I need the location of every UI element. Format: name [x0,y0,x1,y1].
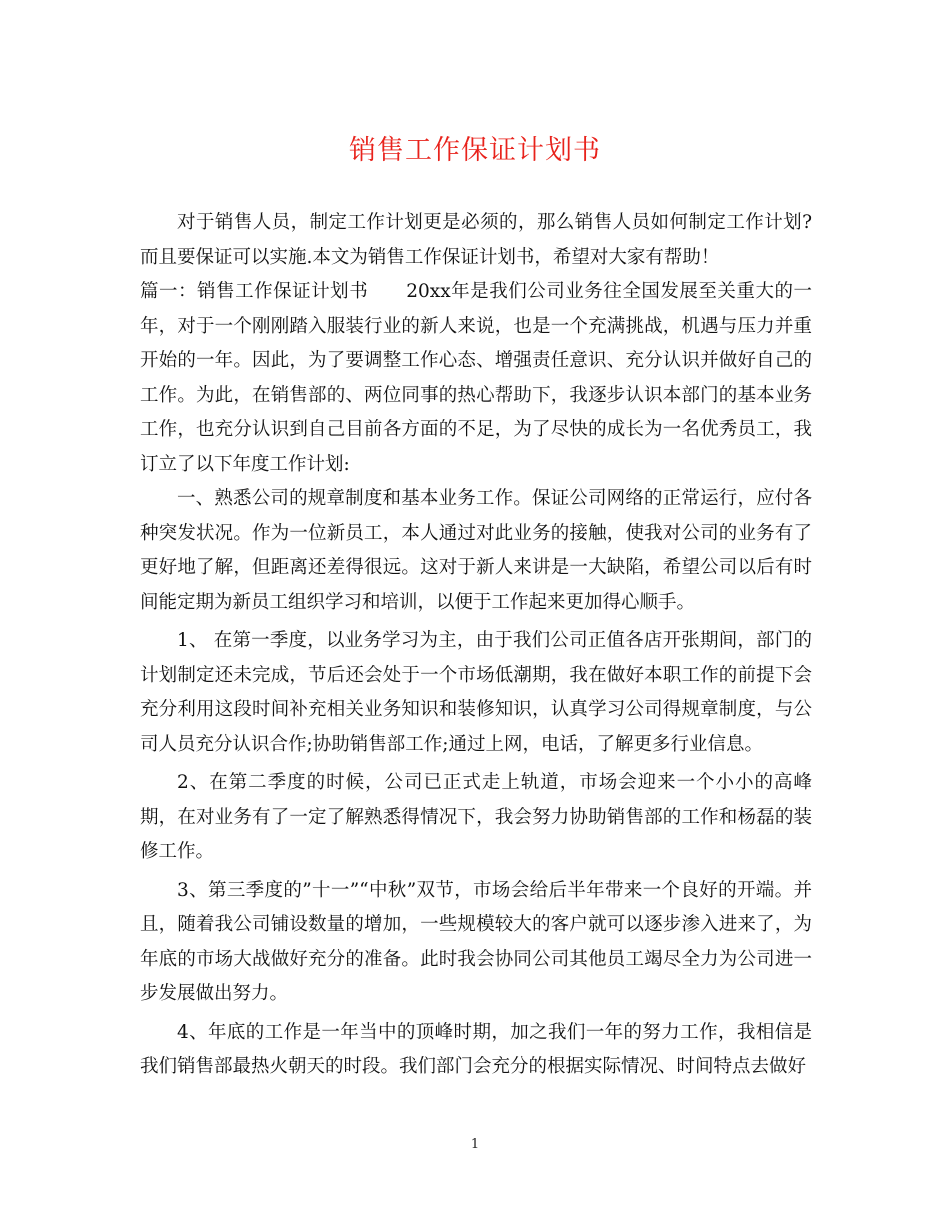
page-number: 1 [470,1137,480,1152]
paragraph-q4: 4、年底的工作是一年当中的顶峰时期，加之我们一年的努力工作，我相信是我们销售部最热火朝天的时段。我们部门会充分的根据实际情况、时间特点去做好 [140,1021,812,1077]
paragraph-q3: 3、第三季度的”十一”“中秋”双节，市场会给后半年带来一个良好的开端。并且，随着我公司铺设数量的增加，一些规模较大的客户就可以逐步渗入进来了，为年底的市场大战做好充分的准备。此时我会协同公司其他员工竭尽全力为公司进一步发展做出努力。 [140,879,812,1004]
document-title: 销售工作保证计划书 [349,135,601,166]
document-body [140,206,812,1085]
paragraph-chapter-one: 篇一：销售工作保证计划书 20xx年是我们公司业务往全国发展至关重大的一年，对于一个刚刚踏入服装行业的新人来说，也是一个充满挑战，机遇与压力并重开始的一年。因此，为了要调整工作心态、增强责任意识、充分认识并做好自己的工作。为此，在销售部的、两位同事的热心帮助下，我逐步认识本部门的基本业务工作，也充分认识到自己目前各方面的不足，为了尽快的成长为一名优秀员工，我订立了以下年度工作计划: [140,281,812,475]
paragraph-q2: 2、在第二季度的时候，公司已正式走上轨道，市场会迎来一个小小的高峰期，在对业务有了一定了解熟悉得情况下，我会努力协助销售部的工作和杨磊的装修工作。 [140,772,812,862]
paragraph-q1: 1、 在第一季度，以业务学习为主，由于我们公司正值各店开张期间，部门的计划制定还未完成，节后还会处于一个市场低潮期，我在做好本职工作的前提下会充分利用这段时间补充相关业务知识和装修知识，认真学习公司得规章制度，与公司人员充分认识合作;协助销售部工作;通过上网，电话，了解更多行业信息。 [140,630,812,755]
paragraph-intro: 对于销售人员，制定工作计划更是必须的，那么销售人员如何制定工作计划?而且要保证可以实施.本文为销售工作保证计划书，希望对大家有帮助！ [140,212,812,268]
paragraph-section-one: 一、熟悉公司的规章制度和基本业务工作。保证公司网络的正常运行，应付各种突发状况。作为一位新员工，本人通过对此业务的接触，使我对公司的业务有了更好地了解，但距离还差得很远。这对于新人来讲是一大缺陷，希望公司以后有时间能定期为新员工组织学习和培训，以便于工作起来更加得心顺手。 [140,488,812,613]
